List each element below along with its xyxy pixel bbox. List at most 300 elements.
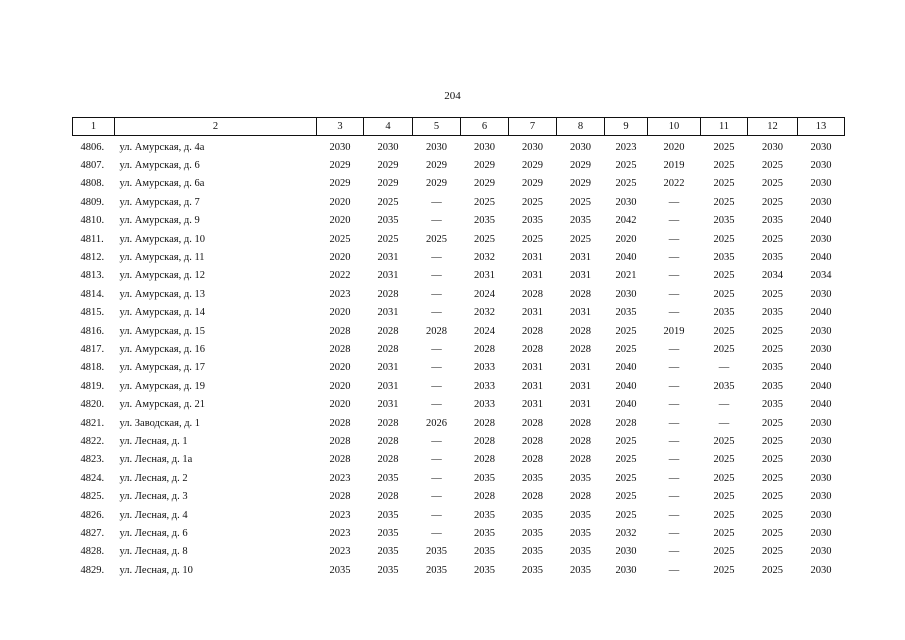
year-cell: 2023 <box>329 527 351 539</box>
year-cell: 2023 <box>329 509 351 521</box>
year-cell: 2019 <box>663 160 685 172</box>
year-cell: 2025 <box>713 325 735 337</box>
year-cell: 2028 <box>570 343 591 355</box>
year-cell: 2025 <box>762 288 783 300</box>
year-cell: 2025 <box>762 491 783 503</box>
year-cell: 2031 <box>377 399 399 411</box>
year-cell: 2033 <box>474 399 495 411</box>
year-cell: 2040 <box>810 362 832 374</box>
year-cell: 2030 <box>810 527 832 539</box>
year-cell: — <box>668 472 680 484</box>
table-row <box>73 506 845 524</box>
table-body <box>73 136 845 580</box>
year-cell: 2035 <box>762 215 783 227</box>
year-cell: 2028 <box>522 454 543 466</box>
column-number-header <box>73 118 845 136</box>
year-cell: — <box>431 435 442 447</box>
year-cell: 2020 <box>615 233 637 245</box>
year-cell: 2030 <box>810 141 832 153</box>
year-cell: 2035 <box>377 527 399 539</box>
year-cell: 2035 <box>474 472 495 484</box>
year-cell: 2031 <box>570 307 591 319</box>
year-cell: — <box>668 509 680 521</box>
year-cell: 2028 <box>329 325 351 337</box>
address-cell: ул. Лесная, д. 1а <box>119 454 193 466</box>
year-cell: 2025 <box>713 196 735 208</box>
year-cell: 2035 <box>713 215 735 227</box>
year-cell: 2028 <box>329 435 351 447</box>
year-cell: 2025 <box>713 233 735 245</box>
year-cell: 2030 <box>615 196 637 208</box>
year-cell: — <box>431 196 442 208</box>
year-cell: 2029 <box>426 178 447 190</box>
year-cell: 2021 <box>615 270 637 282</box>
year-cell: 2029 <box>377 178 399 190</box>
year-cell: 2029 <box>522 160 543 172</box>
row-number: 4814. <box>80 288 105 300</box>
year-cell: 2031 <box>522 380 543 392</box>
year-cell: 2030 <box>762 141 783 153</box>
year-cell: 2031 <box>570 362 591 374</box>
year-cell: 2028 <box>377 288 399 300</box>
year-cell: 2025 <box>762 325 783 337</box>
year-cell: 2025 <box>713 288 735 300</box>
year-cell: — <box>668 252 680 264</box>
year-cell: 2025 <box>522 233 543 245</box>
table-row <box>73 248 845 266</box>
year-cell: 2028 <box>522 417 543 429</box>
table-row <box>73 359 845 377</box>
year-cell: 2020 <box>329 252 351 264</box>
year-cell: 2030 <box>329 141 351 153</box>
table-row <box>73 322 845 340</box>
year-cell: 2025 <box>713 454 735 466</box>
year-cell: 2040 <box>810 252 832 264</box>
year-cell: 2028 <box>522 435 543 447</box>
year-cell: 2028 <box>474 343 495 355</box>
table-row <box>73 212 845 230</box>
year-cell: 2025 <box>474 233 495 245</box>
year-cell: 2025 <box>762 343 783 355</box>
year-cell: 2040 <box>615 399 637 411</box>
year-cell: 2030 <box>615 546 637 558</box>
year-cell: 2035 <box>474 215 495 227</box>
year-cell: 2030 <box>810 546 832 558</box>
year-cell: 2025 <box>615 178 637 190</box>
year-cell: 2025 <box>713 509 735 521</box>
row-number: 4823. <box>80 454 105 466</box>
table-row <box>73 395 845 413</box>
year-cell: 2028 <box>377 435 399 447</box>
year-cell: 2031 <box>522 307 543 319</box>
year-cell: 2028 <box>377 417 399 429</box>
year-cell: 2031 <box>377 362 399 374</box>
year-cell: 2035 <box>474 527 495 539</box>
year-cell: 2034 <box>810 270 832 282</box>
year-cell: 2035 <box>762 399 783 411</box>
year-cell: 2025 <box>329 233 351 245</box>
year-cell: 2031 <box>570 380 591 392</box>
year-cell: 2025 <box>762 417 783 429</box>
year-cell: 2035 <box>570 527 591 539</box>
year-cell: 2025 <box>762 509 783 521</box>
year-cell: 2030 <box>810 454 832 466</box>
row-number: 4815. <box>80 307 105 319</box>
year-cell: 2028 <box>570 491 591 503</box>
year-cell: 2022 <box>663 178 685 190</box>
year-cell: 2040 <box>810 307 832 319</box>
year-cell: 2022 <box>329 270 351 282</box>
year-cell: 2035 <box>474 564 495 576</box>
table-row <box>73 340 845 358</box>
year-cell: 2025 <box>713 527 735 539</box>
row-number: 4808. <box>80 178 105 190</box>
year-cell: 2028 <box>377 491 399 503</box>
year-cell: 2023 <box>329 546 351 558</box>
column-header: 10 <box>648 118 701 136</box>
year-cell: 2028 <box>426 325 447 337</box>
year-cell: 2029 <box>522 178 543 190</box>
year-cell: 2040 <box>615 362 637 374</box>
year-cell: — <box>668 362 680 374</box>
year-cell: — <box>668 233 680 245</box>
year-cell: 2020 <box>329 196 351 208</box>
year-cell: — <box>668 491 680 503</box>
address-cell: ул. Лесная, д. 6 <box>119 527 188 539</box>
year-cell: 2028 <box>377 454 399 466</box>
year-cell: 2035 <box>522 215 543 227</box>
year-cell: 2030 <box>810 472 832 484</box>
year-cell: 2029 <box>377 160 399 172</box>
row-number: 4806. <box>80 141 105 153</box>
year-cell: — <box>718 362 730 374</box>
year-cell: 2028 <box>522 343 543 355</box>
year-cell: 2030 <box>810 178 832 190</box>
year-cell: 2035 <box>570 564 591 576</box>
row-number: 4826. <box>80 509 105 521</box>
year-cell: — <box>431 288 442 300</box>
year-cell: — <box>431 252 442 264</box>
year-cell: 2025 <box>426 233 447 245</box>
year-cell: 2025 <box>762 564 783 576</box>
table-row <box>73 267 845 285</box>
year-cell: 2031 <box>377 307 399 319</box>
year-cell: 2035 <box>522 564 543 576</box>
column-header: 4 <box>364 118 413 136</box>
table-row <box>73 561 845 579</box>
year-cell: 2035 <box>377 472 399 484</box>
year-cell: — <box>431 454 442 466</box>
address-cell: ул. Лесная, д. 10 <box>119 564 193 576</box>
year-cell: — <box>431 472 442 484</box>
column-header: 8 <box>557 118 605 136</box>
row-number: 4820. <box>80 399 105 411</box>
table-row <box>73 469 845 487</box>
year-cell: — <box>431 362 442 374</box>
row-number: 4818. <box>80 362 105 374</box>
year-cell: 2032 <box>474 252 495 264</box>
page-number: 204 <box>444 90 461 102</box>
year-cell: 2028 <box>522 325 543 337</box>
row-number: 4813. <box>80 270 105 282</box>
row-number: 4807. <box>80 160 105 172</box>
year-cell: 2035 <box>713 307 735 319</box>
housing-repair-table <box>72 117 845 579</box>
year-cell: 2028 <box>522 491 543 503</box>
year-cell: 2025 <box>713 343 735 355</box>
year-cell: 2025 <box>377 196 399 208</box>
year-cell: 2025 <box>377 233 399 245</box>
year-cell: 2023 <box>615 141 637 153</box>
year-cell: 2025 <box>762 472 783 484</box>
row-number: 4828. <box>80 546 105 558</box>
year-cell: 2023 <box>329 472 351 484</box>
table-row <box>73 193 845 211</box>
year-cell: 2028 <box>615 417 637 429</box>
column-header: 2 <box>115 118 317 136</box>
year-cell: 2035 <box>570 472 591 484</box>
table-row <box>73 543 845 561</box>
table-row <box>73 304 845 322</box>
address-cell: ул. Амурская, д. 13 <box>119 288 205 300</box>
year-cell: 2035 <box>570 215 591 227</box>
year-cell: 2020 <box>329 307 351 319</box>
year-cell: — <box>668 215 680 227</box>
address-cell: ул. Амурская, д. 9 <box>119 215 200 227</box>
year-cell: 2031 <box>522 362 543 374</box>
year-cell: 2025 <box>713 546 735 558</box>
year-cell: 2028 <box>570 417 591 429</box>
table-row <box>73 432 845 450</box>
column-header: 3 <box>317 118 364 136</box>
address-cell: ул. Амурская, д. 10 <box>119 233 205 245</box>
year-cell: 2035 <box>615 307 637 319</box>
table-row <box>73 414 845 432</box>
year-cell: — <box>431 509 442 521</box>
year-cell: 2032 <box>474 307 495 319</box>
year-cell: 2026 <box>426 417 447 429</box>
table-row <box>73 451 845 469</box>
year-cell: 2025 <box>762 546 783 558</box>
column-header: 13 <box>798 118 845 136</box>
year-cell: 2025 <box>762 233 783 245</box>
year-cell: 2035 <box>474 546 495 558</box>
table-row <box>73 377 845 395</box>
year-cell: 2035 <box>713 380 735 392</box>
year-cell: 2029 <box>426 160 447 172</box>
year-cell: 2028 <box>522 288 543 300</box>
address-cell: ул. Амурская, д. 4а <box>119 141 205 153</box>
year-cell: 2025 <box>762 527 783 539</box>
year-cell: 2035 <box>762 380 783 392</box>
year-cell: 2028 <box>377 343 399 355</box>
column-header: 7 <box>509 118 557 136</box>
year-cell: 2025 <box>615 435 637 447</box>
year-cell: — <box>718 399 730 411</box>
year-cell: 2028 <box>474 491 495 503</box>
year-cell: 2028 <box>377 325 399 337</box>
year-cell: — <box>668 527 680 539</box>
address-cell: ул. Амурская, д. 7 <box>119 196 200 208</box>
year-cell: 2035 <box>522 509 543 521</box>
year-cell: 2040 <box>810 380 832 392</box>
year-cell: 2028 <box>474 417 495 429</box>
address-cell: ул. Лесная, д. 3 <box>119 491 188 503</box>
year-cell: 2025 <box>522 196 543 208</box>
year-cell: — <box>668 454 680 466</box>
column-header: 12 <box>748 118 798 136</box>
table-row <box>73 175 845 193</box>
year-cell: 2031 <box>377 380 399 392</box>
column-header: 11 <box>701 118 748 136</box>
year-cell: 2030 <box>426 141 447 153</box>
year-cell: 2025 <box>713 141 735 153</box>
year-cell: 2028 <box>474 435 495 447</box>
year-cell: 2025 <box>762 435 783 447</box>
year-cell: 2028 <box>570 435 591 447</box>
row-number: 4809. <box>80 196 105 208</box>
row-number: 4821. <box>80 417 105 429</box>
year-cell: 2025 <box>762 160 783 172</box>
row-number: 4810. <box>80 215 105 227</box>
year-cell: — <box>668 417 680 429</box>
year-cell: 2025 <box>713 491 735 503</box>
year-cell: 2033 <box>474 362 495 374</box>
year-cell: 2028 <box>474 454 495 466</box>
year-cell: — <box>718 417 730 429</box>
year-cell: 2035 <box>570 509 591 521</box>
year-cell: — <box>668 564 680 576</box>
row-number: 4829. <box>80 564 105 576</box>
row-number: 4816. <box>80 325 105 337</box>
year-cell: 2020 <box>329 362 351 374</box>
address-cell: ул. Заводская, д. 1 <box>119 417 201 429</box>
year-cell: 2030 <box>377 141 399 153</box>
year-cell: — <box>668 288 680 300</box>
address-cell: ул. Амурская, д. 14 <box>119 307 205 319</box>
year-cell: 2031 <box>570 252 591 264</box>
table-row <box>73 136 845 157</box>
year-cell: 2030 <box>810 325 832 337</box>
address-cell: ул. Амурская, д. 12 <box>119 270 205 282</box>
year-cell: — <box>668 546 680 558</box>
year-cell: — <box>431 399 442 411</box>
year-cell: — <box>431 527 442 539</box>
year-cell: 2028 <box>329 417 351 429</box>
year-cell: 2025 <box>762 178 783 190</box>
row-number: 4817. <box>80 343 105 355</box>
year-cell: 2031 <box>474 270 495 282</box>
year-cell: — <box>431 215 442 227</box>
address-cell: ул. Амурская, д. 6а <box>119 178 205 190</box>
column-header: 6 <box>461 118 509 136</box>
year-cell: 2025 <box>570 233 591 245</box>
year-cell: 2030 <box>810 435 832 447</box>
year-cell: 2032 <box>615 527 637 539</box>
year-cell: 2025 <box>615 325 637 337</box>
year-cell: — <box>668 435 680 447</box>
year-cell: 2030 <box>810 509 832 521</box>
row-number: 4812. <box>80 252 105 264</box>
address-cell: ул. Лесная, д. 2 <box>119 472 188 484</box>
address-cell: ул. Лесная, д. 1 <box>119 435 188 447</box>
year-cell: 2030 <box>810 417 832 429</box>
year-cell: 2035 <box>426 546 447 558</box>
row-number: 4822. <box>80 435 105 447</box>
address-cell: ул. Лесная, д. 8 <box>119 546 188 558</box>
year-cell: 2025 <box>713 564 735 576</box>
year-cell: 2025 <box>615 454 637 466</box>
year-cell: 2035 <box>570 546 591 558</box>
year-cell: 2031 <box>522 252 543 264</box>
row-number: 4827. <box>80 527 105 539</box>
year-cell: — <box>431 307 442 319</box>
address-cell: ул. Амурская, д. 21 <box>119 399 205 411</box>
year-cell: 2035 <box>329 564 351 576</box>
table-row <box>73 285 845 303</box>
year-cell: 2030 <box>810 491 832 503</box>
year-cell: — <box>431 343 442 355</box>
year-cell: 2029 <box>329 160 351 172</box>
year-cell: 2031 <box>522 399 543 411</box>
year-cell: 2020 <box>329 399 351 411</box>
year-cell: 2031 <box>570 399 591 411</box>
year-cell: 2035 <box>762 252 783 264</box>
year-cell: 2035 <box>426 564 447 576</box>
year-cell: 2028 <box>329 343 351 355</box>
year-cell: — <box>431 380 442 392</box>
year-cell: 2028 <box>570 288 591 300</box>
year-cell: 2031 <box>522 270 543 282</box>
year-cell: 2028 <box>329 491 351 503</box>
year-cell: 2025 <box>713 160 735 172</box>
address-cell: ул. Лесная, д. 4 <box>119 509 188 521</box>
year-cell: 2025 <box>615 491 637 503</box>
column-header: 5 <box>413 118 461 136</box>
year-cell: 2020 <box>329 380 351 392</box>
year-cell: 2028 <box>329 454 351 466</box>
year-cell: 2030 <box>810 288 832 300</box>
year-cell: 2025 <box>474 196 495 208</box>
year-cell: 2030 <box>810 233 832 245</box>
year-cell: 2030 <box>615 564 637 576</box>
year-cell: 2030 <box>474 141 495 153</box>
year-cell: 2025 <box>713 435 735 447</box>
table-row <box>73 156 845 174</box>
year-cell: 2040 <box>615 252 637 264</box>
year-cell: 2035 <box>377 509 399 521</box>
year-cell: 2030 <box>810 160 832 172</box>
year-cell: 2025 <box>713 472 735 484</box>
address-cell: ул. Амурская, д. 6 <box>119 160 200 172</box>
year-cell: 2033 <box>474 380 495 392</box>
year-cell: 2035 <box>474 509 495 521</box>
year-cell: 2020 <box>329 215 351 227</box>
year-cell: 2030 <box>615 288 637 300</box>
year-cell: 2025 <box>615 343 637 355</box>
column-header: 9 <box>605 118 648 136</box>
table-row <box>73 524 845 542</box>
year-cell: 2019 <box>663 325 685 337</box>
column-header: 1 <box>73 118 115 136</box>
address-cell: ул. Амурская, д. 15 <box>119 325 205 337</box>
year-cell: 2031 <box>570 270 591 282</box>
row-number: 4824. <box>80 472 105 484</box>
year-cell: 2030 <box>522 141 543 153</box>
year-cell: 2035 <box>762 362 783 374</box>
year-cell: — <box>431 491 442 503</box>
row-number: 4819. <box>80 380 105 392</box>
